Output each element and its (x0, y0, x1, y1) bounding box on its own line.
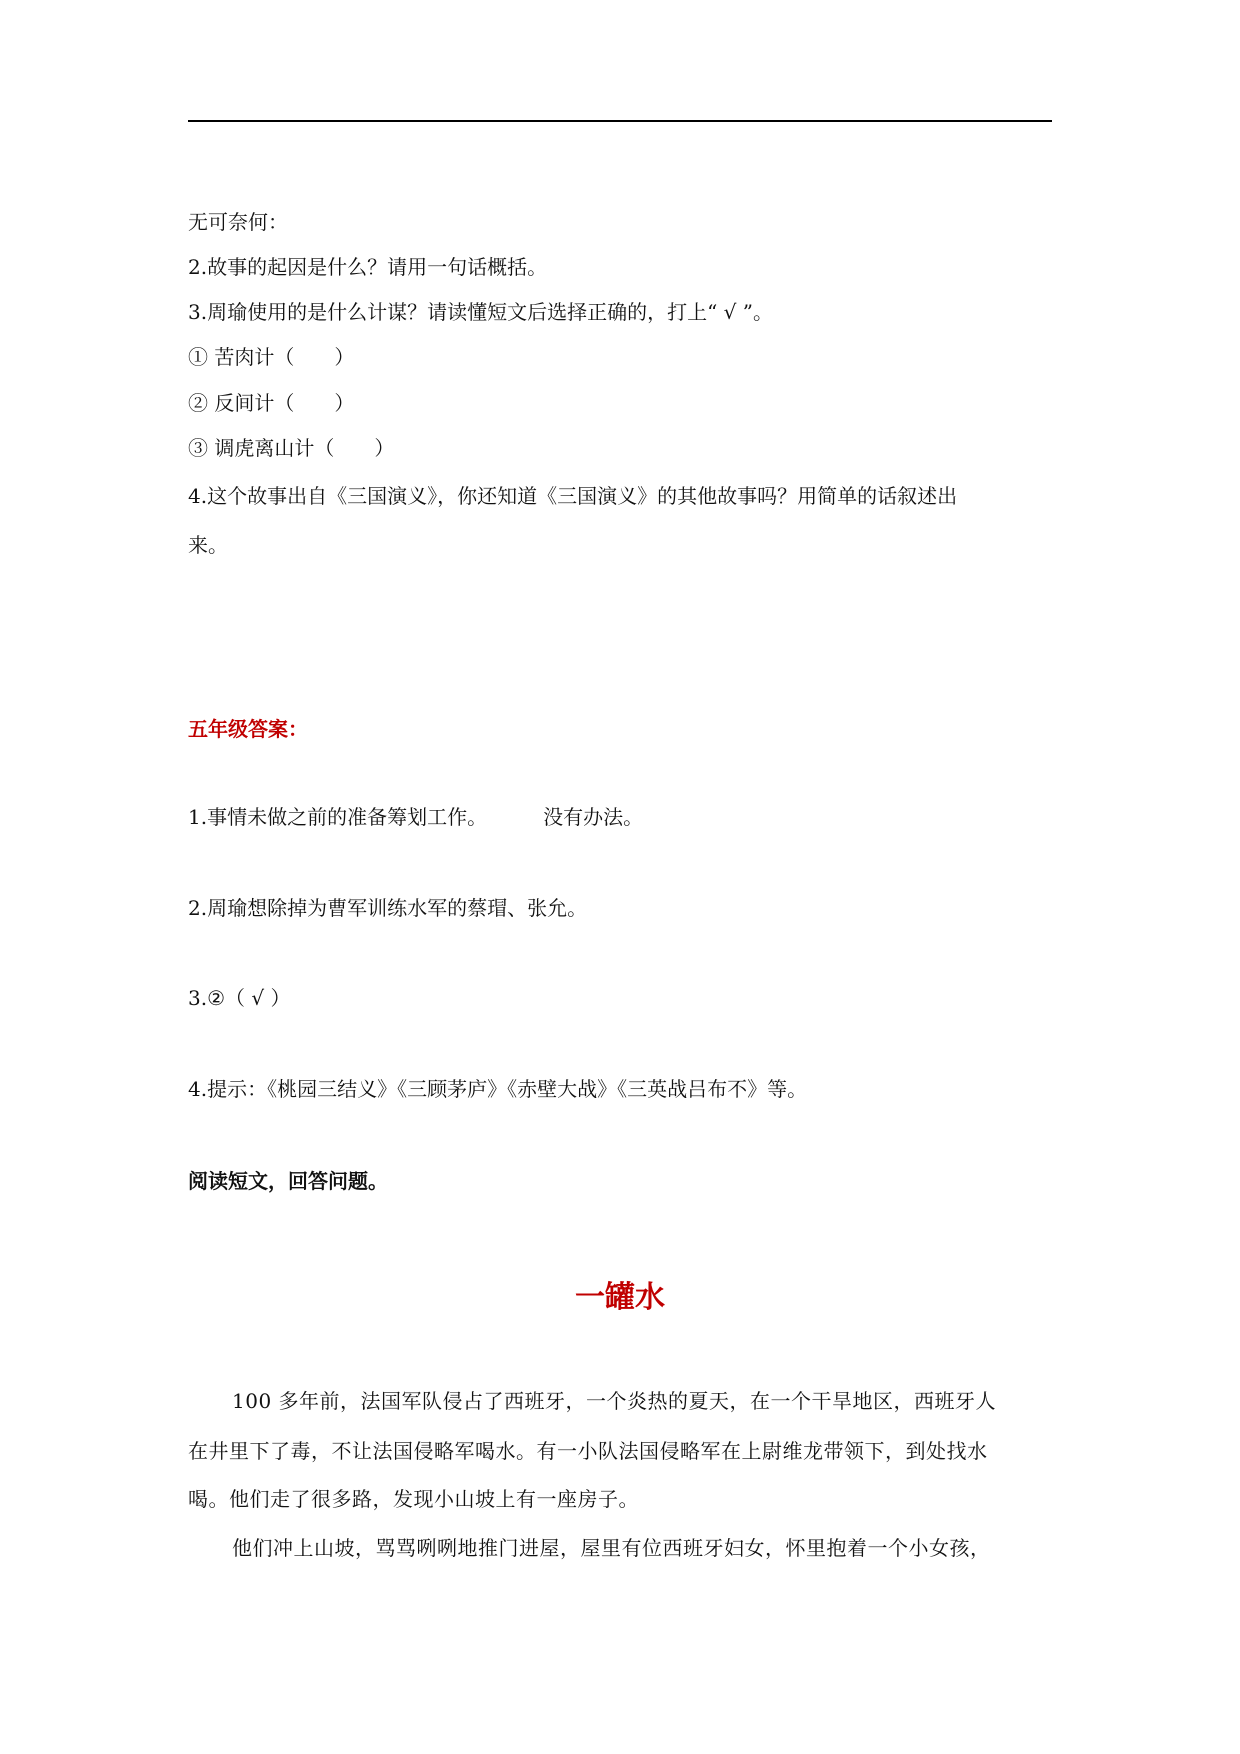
question-4-line-1: 4.这个故事出自《三国演义》，你还知道《三国演义》的其他故事吗？用简单的话叙述出 (188, 484, 958, 508)
header-rule (188, 120, 1052, 122)
option-3: ③ 调虎离山计（ ） (188, 436, 395, 460)
answer-3: 3.②（ √ ） (188, 986, 291, 1010)
reading-instruction: 阅读短文，回答问题。 (188, 1169, 388, 1193)
question-3: 3.周瑜使用的是什么计谋？请读懂短文后选择正确的，打上“ √ ”。 (188, 300, 773, 324)
option-1: ① 苦肉计（ ） (188, 345, 355, 369)
answer-1-part-2: 没有办法。 (543, 805, 644, 829)
question-4-line-2: 来。 (188, 533, 228, 557)
story-line-1: 100 多年前，法国军队侵占了西班牙，一个炎热的夏天，在一个干旱地区，西班牙人 (232, 1389, 997, 1413)
story-line-3: 喝。他们走了很多路，发现小山坡上有一座房子。 (188, 1487, 639, 1511)
answer-1-part-1: 1.事情未做之前的准备筹划工作。 (188, 805, 488, 829)
answer-2: 2.周瑜想除掉为曹军训练水军的蔡瑁、张允。 (188, 896, 588, 920)
question-2: 2.故事的起因是什么？请用一句话概括。 (188, 255, 548, 279)
story-line-4: 他们冲上山坡，骂骂咧咧地推门进屋，屋里有位西班牙妇女，怀里抱着一个小女孩， (232, 1536, 991, 1560)
answer-1 (188, 802, 643, 832)
story-line-2: 在井里下了毒，不让法国侵略军喝水。有一小队法国侵略军在上尉维龙带领下，到处找水 (188, 1439, 988, 1463)
answer-4: 4.提示：《桃园三结义》《三顾茅庐》《赤壁大战》《三英战吕布不》等。 (188, 1077, 808, 1101)
story-title: 一罐水 (575, 1280, 665, 1315)
question-1-tail: 无可奈何： (188, 210, 288, 234)
option-2: ② 反间计（ ） (188, 391, 355, 415)
answers-heading: 五年级答案： (188, 717, 308, 741)
